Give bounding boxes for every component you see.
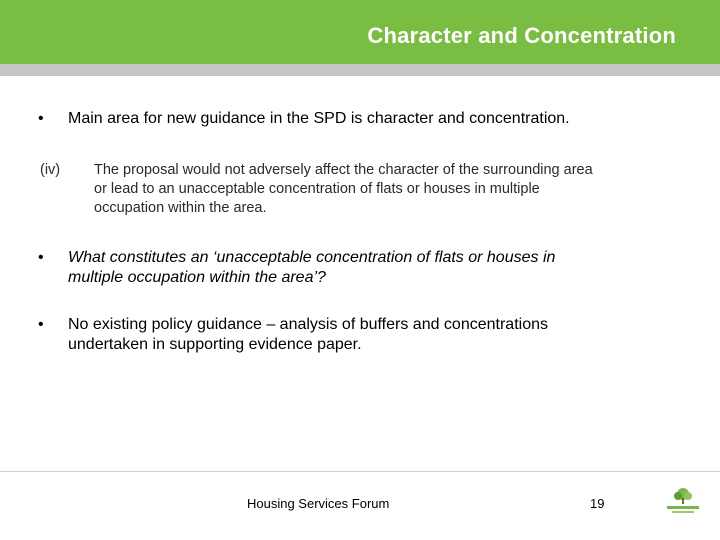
policy-quote-line: The proposal would not adversely affect the character of the surrounding area (94, 162, 593, 178)
bullet-text (68, 315, 548, 355)
bullet-marker: • (38, 316, 44, 333)
bullet-line: multiple occupation within the area’? (68, 269, 326, 286)
bullet-line: No existing policy guidance – analysis of buffers and concentrations (68, 316, 548, 333)
policy-quote-number: (iv) (40, 162, 61, 178)
bullet-marker: • (38, 110, 44, 127)
header-divider (0, 64, 720, 76)
footer-divider (0, 471, 720, 472)
milton-keynes-tree-logo-icon (664, 486, 702, 516)
footer-label: Housing Services Forum (247, 496, 390, 511)
slide-title: Character and Concentration (367, 23, 676, 48)
bullet-marker: • (38, 249, 44, 266)
bullet-text (68, 248, 555, 288)
bullet-line: undertaken in supporting evidence paper. (68, 336, 362, 353)
slide-header-bar (0, 0, 720, 64)
bullet-line: What constitutes an ‘unacceptable concentration of flats or houses in (68, 249, 556, 266)
bullet-text: Main area for new guidance in the SPD is character and concentration. (68, 110, 570, 127)
page-number: 19 (590, 496, 605, 511)
policy-quote-line: or lead to an unacceptable concentration of flats or houses in multiple (94, 181, 540, 197)
policy-quote-line: occupation within the area. (94, 200, 267, 216)
